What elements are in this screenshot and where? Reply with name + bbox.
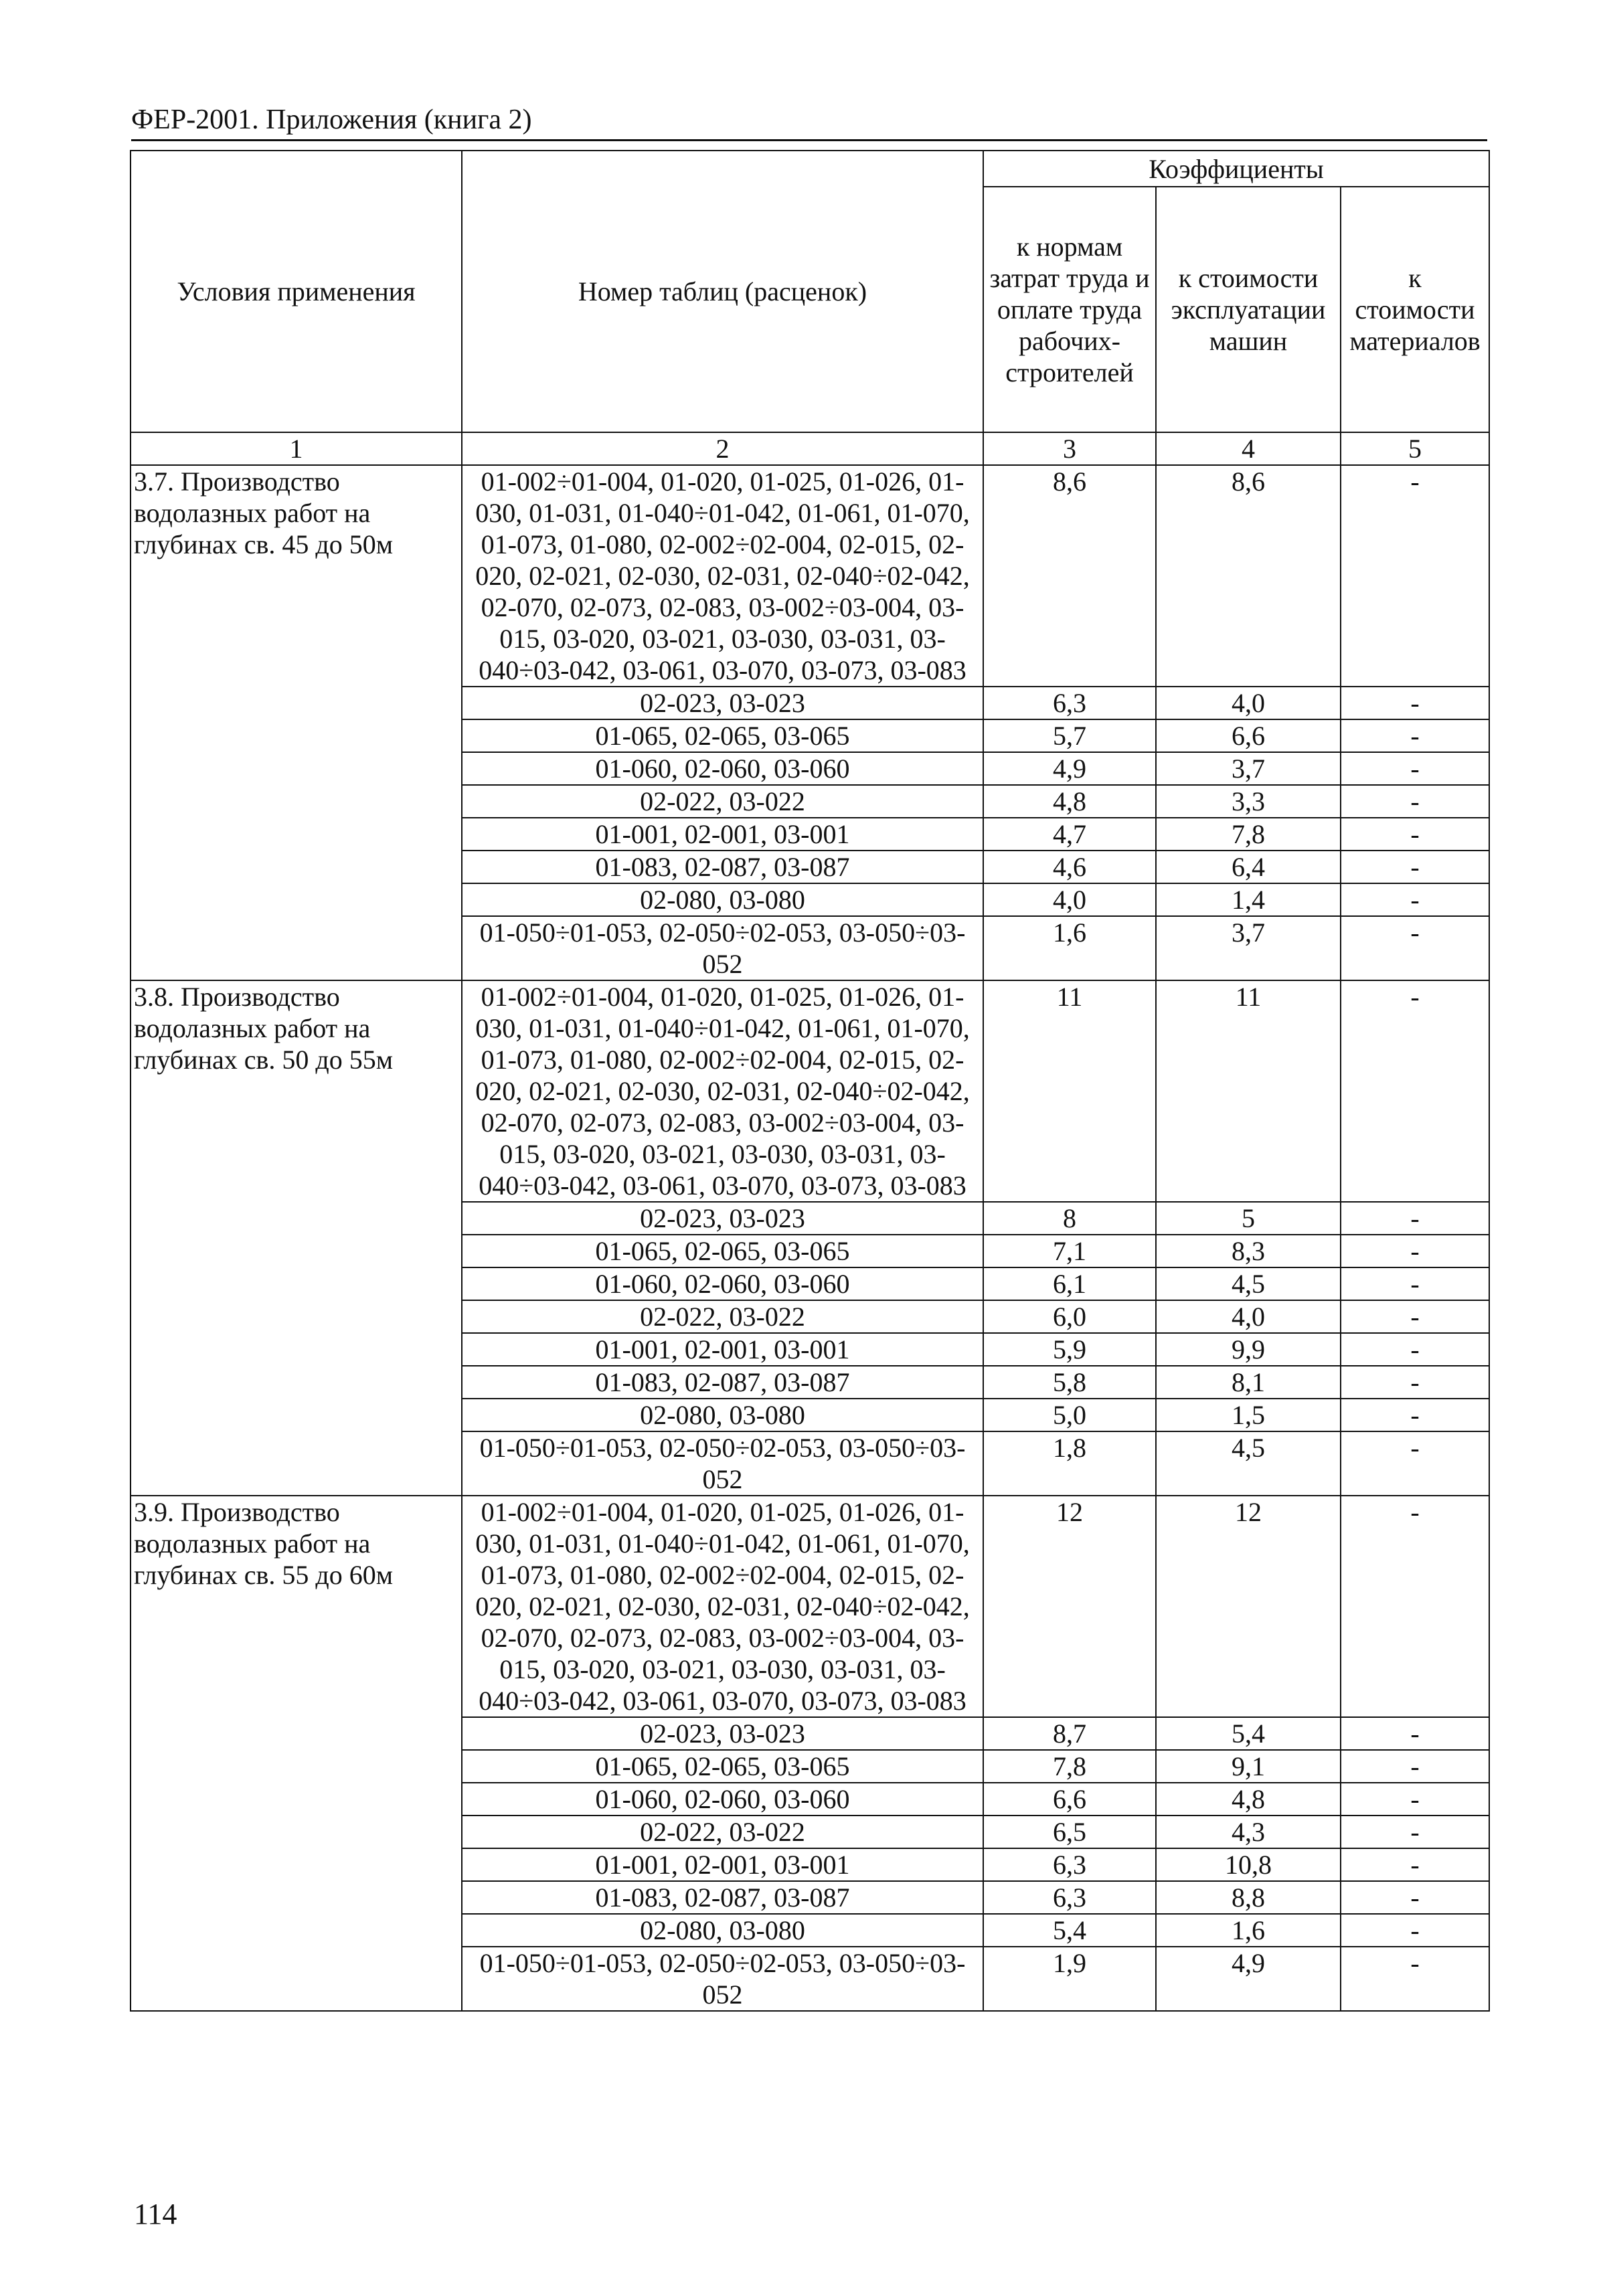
machines-coefficient-cell: 6,4: [1156, 851, 1341, 883]
materials-coefficient-cell: -: [1341, 1202, 1489, 1235]
table-row: [131, 465, 1489, 687]
column-number: 3: [983, 432, 1156, 465]
tables-cell: 02-023, 03-023: [462, 687, 983, 719]
materials-coefficient-cell: -: [1341, 1267, 1489, 1300]
machines-coefficient-cell: 7,8: [1156, 818, 1341, 851]
tables-cell: 01-001, 02-001, 03-001: [462, 818, 983, 851]
materials-coefficient-cell: -: [1341, 1235, 1489, 1267]
materials-coefficient-cell: -: [1341, 1399, 1489, 1431]
machines-coefficient-cell: 4,5: [1156, 1431, 1341, 1496]
machines-coefficient-cell: 4,8: [1156, 1783, 1341, 1816]
column-number: 2: [462, 432, 983, 465]
labor-coefficient-cell: 6,3: [983, 1881, 1156, 1914]
tables-cell: 02-023, 03-023: [462, 1202, 983, 1235]
labor-coefficient-cell: 6,3: [983, 687, 1156, 719]
machines-coefficient-cell: 10,8: [1156, 1848, 1341, 1881]
materials-coefficient-cell: -: [1341, 851, 1489, 883]
column-number: 1: [131, 432, 462, 465]
tables-cell: 02-080, 03-080: [462, 1914, 983, 1947]
materials-coefficient-cell: -: [1341, 465, 1489, 687]
materials-coefficient-cell: -: [1341, 1783, 1489, 1816]
labor-coefficient-cell: 1,6: [983, 916, 1156, 980]
materials-coefficient-cell: -: [1341, 883, 1489, 916]
labor-coefficient-cell: 6,3: [983, 1848, 1156, 1881]
machines-coefficient-cell: 1,5: [1156, 1399, 1341, 1431]
tables-cell: 02-022, 03-022: [462, 1300, 983, 1333]
page-number: 114: [134, 2198, 177, 2230]
tables-cell: 01-065, 02-065, 03-065: [462, 1750, 983, 1783]
labor-coefficient-cell: 1,8: [983, 1431, 1156, 1496]
table-row: [131, 1496, 1489, 1717]
machines-coefficient-cell: 4,9: [1156, 1947, 1341, 2011]
materials-coefficient-cell: -: [1341, 752, 1489, 785]
tables-cell: 01-002÷01-004, 01-020, 01-025, 01-026, 01-030, 01-031, 01-040÷01-042, 01-061, 01-070, 01-073, 01-080, 02-002÷02-004, 02-015, 02-020, 02-021, 02-030, 02-031, 02-040÷02-042, 02-070, 02-073, 02-083, 03-002÷03-004, 03-015, 03-020, 03-021, 03-030, 03-031, 03-040÷03-042, 03-061, 03-070, 03-073, 03-083: [462, 980, 983, 1202]
labor-coefficient-cell: 12: [983, 1496, 1156, 1717]
col-header-labor: к нормам затрат труда и оплате труда рабочих-строителей: [983, 187, 1156, 432]
tables-cell: 01-001, 02-001, 03-001: [462, 1848, 983, 1881]
coefficients-table: [130, 150, 1490, 2012]
labor-coefficient-cell: 6,0: [983, 1300, 1156, 1333]
materials-coefficient-cell: -: [1341, 1431, 1489, 1496]
labor-coefficient-cell: 5,0: [983, 1399, 1156, 1431]
tables-cell: 01-065, 02-065, 03-065: [462, 719, 983, 752]
machines-coefficient-cell: 9,9: [1156, 1333, 1341, 1366]
labor-coefficient-cell: 1,9: [983, 1947, 1156, 2011]
page-header: ФЕР-2001. Приложения (книга 2): [131, 104, 532, 135]
machines-coefficient-cell: 1,4: [1156, 883, 1341, 916]
labor-coefficient-cell: 5,7: [983, 719, 1156, 752]
machines-coefficient-cell: 12: [1156, 1496, 1341, 1717]
labor-coefficient-cell: 4,8: [983, 785, 1156, 818]
column-number-row: [131, 432, 1489, 465]
materials-coefficient-cell: -: [1341, 1848, 1489, 1881]
condition-cell: 3.8. Производство водолазных работ на глубинах св. 50 до 55м: [131, 980, 462, 1496]
tables-cell: 01-050÷01-053, 02-050÷02-053, 03-050÷03-052: [462, 916, 983, 980]
col-header-conditions: Условия применения: [131, 151, 462, 432]
tables-cell: 01-001, 02-001, 03-001: [462, 1333, 983, 1366]
materials-coefficient-cell: -: [1341, 1947, 1489, 2011]
materials-coefficient-cell: -: [1341, 980, 1489, 1202]
tables-cell: 02-023, 03-023: [462, 1717, 983, 1750]
labor-coefficient-cell: 7,8: [983, 1750, 1156, 1783]
labor-coefficient-cell: 4,9: [983, 752, 1156, 785]
machines-coefficient-cell: 8,1: [1156, 1366, 1341, 1399]
labor-coefficient-cell: 6,6: [983, 1783, 1156, 1816]
materials-coefficient-cell: -: [1341, 916, 1489, 980]
tables-cell: 02-022, 03-022: [462, 1816, 983, 1848]
col-header-materials: к стоимости материалов: [1341, 187, 1489, 432]
machines-coefficient-cell: 1,6: [1156, 1914, 1341, 1947]
tables-cell: 01-050÷01-053, 02-050÷02-053, 03-050÷03-052: [462, 1431, 983, 1496]
materials-coefficient-cell: -: [1341, 785, 1489, 818]
tables-cell: 02-022, 03-022: [462, 785, 983, 818]
tables-cell: 01-060, 02-060, 03-060: [462, 1783, 983, 1816]
machines-coefficient-cell: 4,0: [1156, 687, 1341, 719]
machines-coefficient-cell: 3,3: [1156, 785, 1341, 818]
machines-coefficient-cell: 8,3: [1156, 1235, 1341, 1267]
labor-coefficient-cell: 11: [983, 980, 1156, 1202]
labor-coefficient-cell: 4,6: [983, 851, 1156, 883]
machines-coefficient-cell: 8,6: [1156, 465, 1341, 687]
labor-coefficient-cell: 8,6: [983, 465, 1156, 687]
materials-coefficient-cell: -: [1341, 1717, 1489, 1750]
tables-cell: 01-083, 02-087, 03-087: [462, 851, 983, 883]
machines-coefficient-cell: 6,6: [1156, 719, 1341, 752]
labor-coefficient-cell: 8,7: [983, 1717, 1156, 1750]
labor-coefficient-cell: 5,4: [983, 1914, 1156, 1947]
labor-coefficient-cell: 8: [983, 1202, 1156, 1235]
column-number: 4: [1156, 432, 1341, 465]
machines-coefficient-cell: 4,0: [1156, 1300, 1341, 1333]
materials-coefficient-cell: -: [1341, 1881, 1489, 1914]
col-header-tables: Номер таблиц (расценок): [462, 151, 983, 432]
col-header-machines: к стоимости эксплуатации машин: [1156, 187, 1341, 432]
materials-coefficient-cell: -: [1341, 1333, 1489, 1366]
labor-coefficient-cell: 5,9: [983, 1333, 1156, 1366]
tables-cell: 02-080, 03-080: [462, 1399, 983, 1431]
materials-coefficient-cell: -: [1341, 1496, 1489, 1717]
labor-coefficient-cell: 4,7: [983, 818, 1156, 851]
tables-cell: 01-065, 02-065, 03-065: [462, 1235, 983, 1267]
materials-coefficient-cell: -: [1341, 687, 1489, 719]
machines-coefficient-cell: 9,1: [1156, 1750, 1341, 1783]
tables-cell: 01-050÷01-053, 02-050÷02-053, 03-050÷03-052: [462, 1947, 983, 2011]
materials-coefficient-cell: -: [1341, 1914, 1489, 1947]
labor-coefficient-cell: 6,5: [983, 1816, 1156, 1848]
materials-coefficient-cell: -: [1341, 1366, 1489, 1399]
machines-coefficient-cell: 3,7: [1156, 752, 1341, 785]
table-body: [131, 465, 1489, 2011]
machines-coefficient-cell: 3,7: [1156, 916, 1341, 980]
col-header-coefficients: Коэффициенты: [983, 151, 1489, 187]
tables-cell: 02-080, 03-080: [462, 883, 983, 916]
labor-coefficient-cell: 5,8: [983, 1366, 1156, 1399]
materials-coefficient-cell: -: [1341, 1300, 1489, 1333]
machines-coefficient-cell: 11: [1156, 980, 1341, 1202]
table-row: [131, 980, 1489, 1202]
condition-cell: 3.7. Производство водолазных работ на глубинах св. 45 до 50м: [131, 465, 462, 980]
labor-coefficient-cell: 7,1: [983, 1235, 1156, 1267]
header-rule: [131, 139, 1487, 141]
materials-coefficient-cell: -: [1341, 818, 1489, 851]
tables-cell: 01-002÷01-004, 01-020, 01-025, 01-026, 01-030, 01-031, 01-040÷01-042, 01-061, 01-070, 01-073, 01-080, 02-002÷02-004, 02-015, 02-020, 02-021, 02-030, 02-031, 02-040÷02-042, 02-070, 02-073, 02-083, 03-002÷03-004, 03-015, 03-020, 03-021, 03-030, 03-031, 03-040÷03-042, 03-061, 03-070, 03-073, 03-083: [462, 465, 983, 687]
tables-cell: 01-083, 02-087, 03-087: [462, 1881, 983, 1914]
coefficients-table-wrap: [130, 150, 1489, 2012]
machines-coefficient-cell: 5: [1156, 1202, 1341, 1235]
labor-coefficient-cell: 4,0: [983, 883, 1156, 916]
condition-cell: 3.9. Производство водолазных работ на глубинах св. 55 до 60м: [131, 1496, 462, 2011]
materials-coefficient-cell: -: [1341, 1750, 1489, 1783]
tables-cell: 01-083, 02-087, 03-087: [462, 1366, 983, 1399]
labor-coefficient-cell: 6,1: [983, 1267, 1156, 1300]
machines-coefficient-cell: 4,5: [1156, 1267, 1341, 1300]
machines-coefficient-cell: 5,4: [1156, 1717, 1341, 1750]
tables-cell: 01-060, 02-060, 03-060: [462, 1267, 983, 1300]
tables-cell: 01-060, 02-060, 03-060: [462, 752, 983, 785]
machines-coefficient-cell: 8,8: [1156, 1881, 1341, 1914]
materials-coefficient-cell: -: [1341, 719, 1489, 752]
tables-cell: 01-002÷01-004, 01-020, 01-025, 01-026, 01-030, 01-031, 01-040÷01-042, 01-061, 01-070, 01-073, 01-080, 02-002÷02-004, 02-015, 02-020, 02-021, 02-030, 02-031, 02-040÷02-042, 02-070, 02-073, 02-083, 03-002÷03-004, 03-015, 03-020, 03-021, 03-030, 03-031, 03-040÷03-042, 03-061, 03-070, 03-073, 03-083: [462, 1496, 983, 1717]
column-number: 5: [1341, 432, 1489, 465]
machines-coefficient-cell: 4,3: [1156, 1816, 1341, 1848]
materials-coefficient-cell: -: [1341, 1816, 1489, 1848]
